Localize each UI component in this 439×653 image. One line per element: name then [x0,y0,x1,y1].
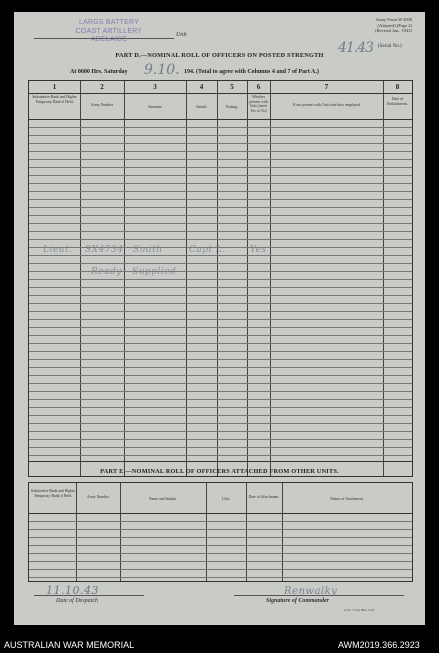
part-d-row-rule [29,199,412,200]
part-d-row-rule [29,407,412,408]
part-d-row-rule [29,391,412,392]
col-number-3: 3 [153,83,157,91]
archive-caption: AUSTRALIAN WAR MEMORIAL [4,640,135,650]
unit-stamp [54,19,164,45]
form-sheet [14,12,425,625]
part-e-column-divider [282,483,283,581]
part-e-column-divider [206,483,207,581]
e-col-header-unit: Unit. [222,497,230,501]
col-number-6: 6 [256,83,261,91]
serial-label: (Serial No.) [378,44,402,49]
part-d-row-rule [29,223,412,224]
unit-label: Unit [176,32,187,38]
form-reference [332,17,412,34]
form-ref-1: Army Form W.3008 [375,17,412,22]
e-col-header-name: Name and Initials. [149,497,177,501]
e-col-header-army-number: Army Number [86,495,110,499]
at-line-suffix: 194. (Total to agree with Columns 4 and 7 of Part A.) [184,69,319,75]
col-header-embark-date: Date of Embarkment. [387,97,408,106]
entry-surname: Smith [133,245,163,255]
col-number-4: 4 [199,83,204,91]
part-d-row-rule [29,207,412,208]
entry-rank: Lieut. [43,245,73,255]
part-e-row-rule [29,553,412,554]
part-e-table [28,482,413,582]
despatch-date-handwritten: 11.10.43 [46,584,99,597]
col-number-1: 1 [52,83,57,91]
part-d-row-rule [29,151,412,152]
form-ref-3: (Revised Jan., 1943) [375,28,412,34]
signature-handwritten: Renwalky [284,586,338,597]
part-d-row-rule [29,191,412,192]
part-d-row-rule [29,127,412,128]
col-number-2: 2 [100,83,104,91]
part-d-row-rule [29,167,412,168]
e-col-header-attach-date: Date of Attachment. [248,495,280,499]
archive-reference: AWM2019.366.2923 [338,640,420,650]
part-d-row-rule [29,327,412,328]
part-d-row-rule [29,439,412,440]
at-line-prefix: At 0600 Hrs. Saturday [70,69,128,75]
print-code: A.W. 171pt Bks. 2/43 [344,608,375,612]
part-e-title: PART E.—NOMINAL ROLL OF OFFICERS ATTACHED FROM OTHER UNITS. [100,468,339,475]
entry-present: Yes [250,245,267,255]
part-d-row-rule [29,231,412,232]
part-d-row-rule [29,455,412,456]
part-e-row-rule [29,521,412,522]
part-d-row-rule [29,359,412,360]
header-bottom-rule [29,119,412,120]
part-d-row-rule [29,431,412,432]
part-e-row-rule [29,545,412,546]
part-d-row-rule [29,215,412,216]
part-e-column-divider [76,483,77,581]
part-d-row-rule [29,423,412,424]
part-d-row-rule [29,279,412,280]
part-d-row-rule [29,175,412,176]
part-e-column-divider [120,483,121,581]
part-d-row-rule [29,143,412,144]
part-d-row-rule [29,343,412,344]
col-header-rank: Substantive Rank and Higher Temporary Rank if Held. [32,95,77,104]
part-d-row-rule [29,295,412,296]
stamp-line-2: COAST ARTILLERY [75,27,143,35]
part-d-row-rule [29,287,412,288]
part-e-row-rule [29,561,412,562]
col-number-8: 8 [395,83,400,91]
despatch-underline [34,595,144,596]
date-handwritten: 9.10. [144,62,180,78]
part-d-row-rule [29,335,412,336]
part-d-row-rule [29,239,412,240]
col-header-initials: Initials [196,105,207,109]
col-number-7: 7 [324,83,329,91]
col-header-surname: Surname [148,105,162,109]
part-d-row-rule [29,319,412,320]
header-number-rule [29,93,412,94]
serial-number-handwritten: 41.43 [338,40,374,56]
part-d-row-rule [29,135,412,136]
signature-underline [234,595,404,596]
part-d-row-rule [29,447,412,448]
total-rule [29,461,412,462]
part-d-row-rule [29,351,412,352]
signature-label: Signature of Commander [266,598,330,604]
unit-underline [34,38,174,39]
col-header-present: Whether present with Unit (insert Yes or No) [249,95,268,113]
part-d-title: PART D.—NOMINAL ROLL OF OFFICERS ON POSTED STRENGTH [115,52,324,59]
col-header-posting: Posting. [225,105,239,109]
part-d-row-rule [29,375,412,376]
part-e-row-rule [29,537,412,538]
part-e-row-rule [29,577,412,578]
part-d-row-rule [29,247,412,248]
e-col-header-nature: Nature of Attachment. [330,497,364,501]
part-e-column-divider [246,483,247,581]
form-ref-2: (Adapted) (Page 2) [377,22,412,28]
col-number-5: 5 [230,83,234,91]
part-d-table [28,80,413,477]
entry-initials: Capt L. [189,245,226,255]
part-d-row-rule [29,303,412,304]
part-d-row-rule [29,255,412,256]
stamp-line-1: LARGS BATTERY [79,19,139,26]
part-d-row-rule [29,415,412,416]
part-d-row-rule [29,367,412,368]
part-d-row-rule [29,383,412,384]
part-d-row-rule [29,311,412,312]
entry-army-number: SX4734 [85,245,124,255]
part-e-header-rule [29,513,412,514]
part-e-row-rule [29,569,412,570]
despatch-label: Date of Despatch [56,598,98,604]
part-d-row-rule [29,399,412,400]
part-d-row-rule [29,271,412,272]
col-header-army-number: Army Number [90,103,114,107]
part-e-row-rule [29,529,412,530]
entry-line-2: Ready - Supplied [91,267,177,277]
e-col-header-rank: Substantive Rank and Higher Temporary Rank if Held. [30,489,76,498]
col-header-employment: If not present with Unit state how employed [293,103,360,107]
stamp-line-3: ADELAIDE [90,36,128,43]
part-d-row-rule [29,183,412,184]
part-d-row-rule [29,263,412,264]
part-d-row-rule [29,159,412,160]
